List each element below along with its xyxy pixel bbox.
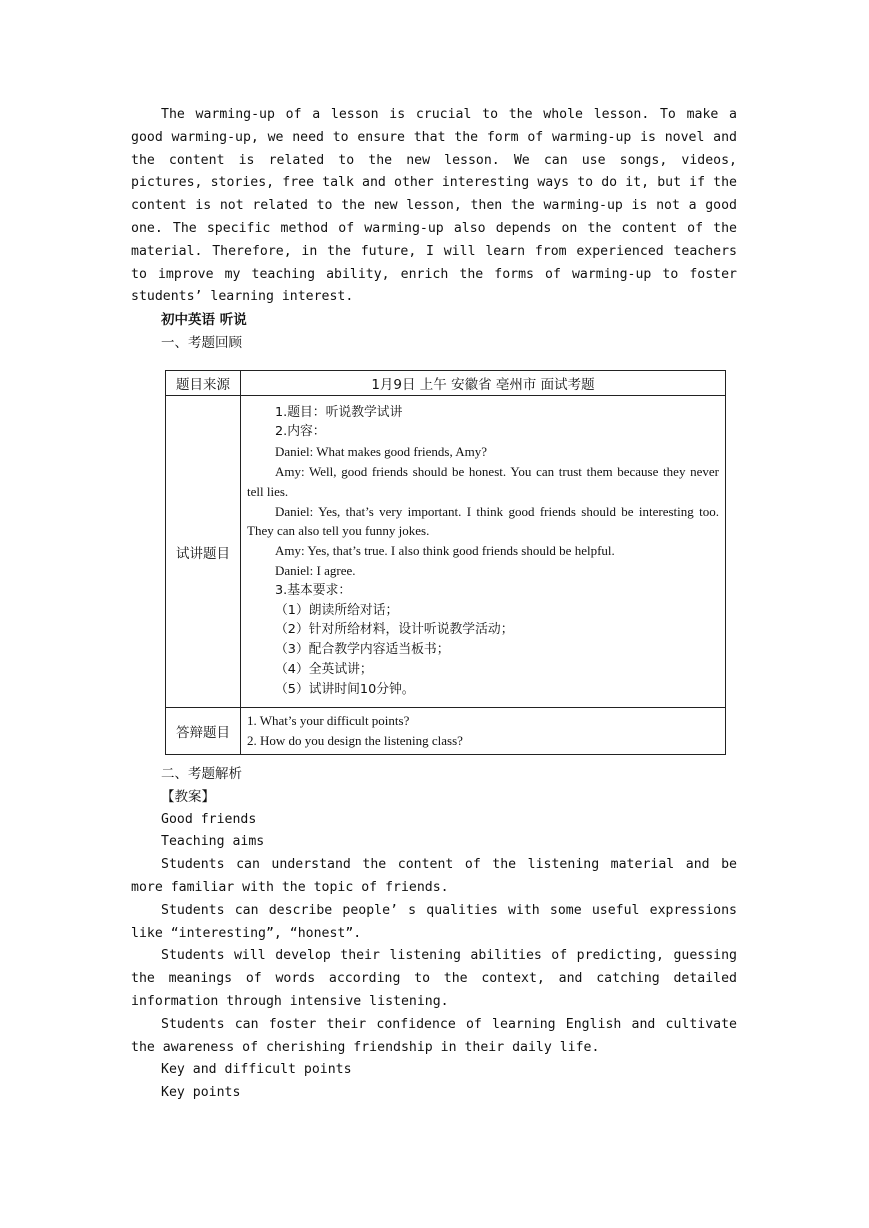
- requirement-item: （5）试讲时间10分钟。: [275, 681, 415, 697]
- trial-label: 试讲题目: [166, 396, 241, 708]
- aim-paragraph: Students can foster their confidence of learning English and cultivate the awareness of cherishing friendship in their daily life.: [131, 1016, 737, 1055]
- lesson-title: Good friends: [161, 811, 257, 827]
- table-row: [166, 371, 726, 396]
- trial-title: 1.题目：听说教学试讲: [275, 404, 403, 420]
- requirement-item: （2）针对所给材料，设计听说教学活动；: [275, 622, 514, 638]
- table-row: [166, 708, 726, 755]
- dialogue-line: Amy: Well, good friends should be honest. You can trust them because they never tell lies.: [247, 463, 719, 499]
- table-row: [166, 396, 726, 708]
- content-label: 2.内容：: [275, 424, 326, 440]
- requirement-item: （1）朗读所给对话；: [275, 602, 399, 618]
- defense-content: [241, 708, 726, 755]
- trial-content: [241, 396, 726, 708]
- section2-title: 二、考题解析: [161, 766, 242, 782]
- requirement-item: （4）全英试讲；: [275, 661, 373, 677]
- exam-question-table: [165, 370, 726, 755]
- dialogue-line: Daniel: Yes, that’s very important. I think good friends should be interesting too. They can also tell you funny jokes.: [247, 503, 719, 539]
- key-points-heading: Key points: [161, 1085, 241, 1101]
- document-page: [131, 104, 737, 355]
- aim-paragraph: Students will develop their listening abilities of predicting, guessing the meanings of words according to the context, and catching detailed information through intensive listening.: [131, 948, 737, 1009]
- requirements-label: 3.基本要求：: [275, 582, 352, 598]
- subject-heading: 初中英语 听说: [161, 312, 247, 329]
- dialogue-line: Amy: Yes, that’s true. I also think good friends should be helpful.: [275, 543, 615, 559]
- dialogue-line: Daniel: What makes good friends, Amy?: [275, 444, 488, 460]
- source-value: 1月9日 上午 安徽省 亳州市 面试考题: [241, 371, 726, 396]
- lesson-plan-label: 【教案】: [161, 788, 215, 805]
- dialogue-line: Daniel: I agree.: [275, 562, 356, 578]
- aim-paragraph: Students can understand the content of the listening material and be more familiar with the topic of friends.: [131, 857, 737, 895]
- aim-paragraph: Students can describe people’ s qualities with some useful expressions like “interesting”, “honest”.: [131, 902, 737, 941]
- intro-paragraph: The warming-up of a lesson is crucial to the whole lesson. To make a good warming-up, we need to ensure that the form of warming-up is novel and the content is related to the new lesson. We can use songs, videos, pictures, stories, free talk and other interesting ways to do it, but if the content is not related to the new lesson, then the warming-up is not a good one. The specific method of warming-up also depends on the content of the material. Therefore, in the future, I will learn from experienced teachers to improve my teaching ability, enrich the forms of warming-up to foster students’ learning interest.: [131, 107, 737, 305]
- requirement-item: （3）配合教学内容适当板书；: [275, 642, 450, 658]
- document-page-lower: [131, 763, 737, 1105]
- defense-label: 答辩题目: [166, 708, 241, 755]
- defense-question: 1. What’s your difficult points?: [247, 712, 410, 728]
- teaching-aims-heading: Teaching aims: [161, 834, 265, 850]
- source-label: 题目来源: [166, 371, 241, 396]
- key-difficult-heading: Key and difficult points: [161, 1062, 352, 1078]
- defense-question: 2. How do you design the listening class?: [247, 732, 463, 748]
- section1-title: 一、考题回顾: [161, 334, 242, 351]
